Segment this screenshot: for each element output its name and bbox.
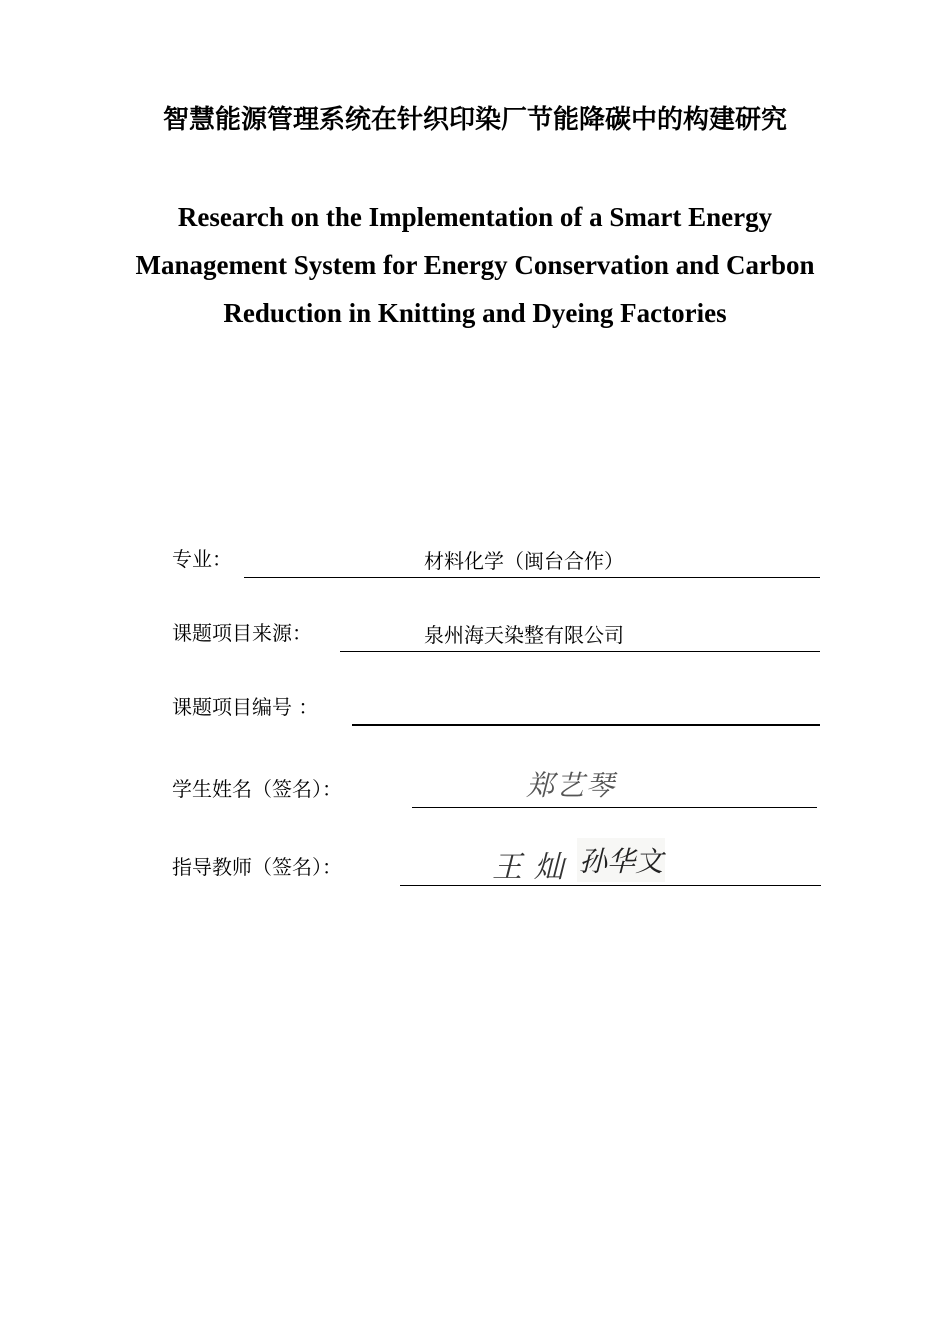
major-field <box>172 538 822 578</box>
student-signature: 郑艺琴 <box>526 769 617 802</box>
chinese-title: 智慧能源管理系统在针织印染厂节能降碳中的构建研究 <box>162 105 787 135</box>
project-source-field <box>172 612 822 652</box>
advisor-signature-1: 王灿 <box>492 850 576 885</box>
major-value: 材料化学（闽台合作） <box>424 549 624 573</box>
advisor-signature-label: 指导教师（签名）： <box>172 855 342 879</box>
english-title <box>60 193 890 337</box>
english-title-line-1: Research on the Implementation of a Smart Energy <box>177 202 773 232</box>
advisor-signature-2: 孙华文 <box>579 845 664 878</box>
project-number-underline <box>352 694 820 726</box>
project-source-value: 泉州海天染整有限公司 <box>424 623 624 647</box>
major-label: 专业： <box>172 547 232 571</box>
english-title-line-3: Reduction in Knitting and Dyeing Factories <box>223 298 727 328</box>
student-signature-label: 学生姓名（签名）： <box>172 777 342 801</box>
student-signature-field <box>172 768 822 808</box>
english-title-line-2: Management System for Energy Conservation and Carbon <box>135 250 815 280</box>
project-number-label: 课题项目编号 ： <box>172 695 319 719</box>
project-source-label: 课题项目来源： <box>172 621 312 645</box>
project-number-field <box>172 686 822 726</box>
